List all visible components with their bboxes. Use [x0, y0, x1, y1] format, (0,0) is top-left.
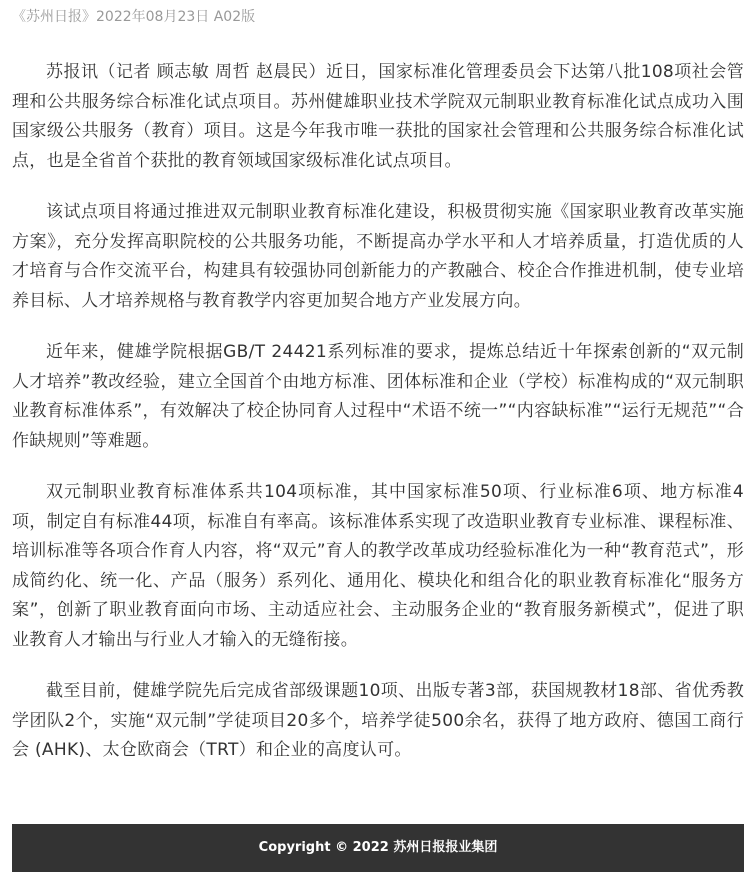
article-paragraph-3: 近年来，健雄学院根据GB/T 24421系列标准的要求，提炼总结近十年探索创新的“双元制人才培养”教改经验，建立全国首个由地方标准、团体标准和企业（学校）标准构成的“双元制职业教育标准体系”，有效解决了校企协同育人过程中“术语不统一”“内容缺标准”“运行无规范”“合作缺规则”等难题。 [12, 342, 744, 451]
copyright-footer: Copyright © 2022 苏州日报报业集团 [12, 824, 744, 872]
article-paragraph-1: 苏报讯（记者 顾志敏 周哲 赵晨民）近日，国家标准化管理委员会下达第八批108项社会管理和公共服务综合标准化试点项目。苏州健雄职业技术学院双元制职业教育标准化试点成功入围国家级公共服务（教育）项目。这是今年我市唯一获批的国家社会管理和公共服务综合标准化试点，也是全省首个获批的教育领域国家级标准化试点项目。 [12, 62, 744, 171]
article-paragraph-5: 截至目前，健雄学院先后完成省部级课题10项、出版专著3部，获国规教材18部、省优秀教学团队2个，实施“双元制”学徒项目20多个，培养学徒500余名，获得了地方政府、德国工商行会 (AHK)、太仓欧商会（TRT）和企业的高度认可。 [12, 681, 744, 760]
article-body [12, 58, 744, 788]
article-paragraph-2: 该试点项目将通过推进双元制职业教育标准化建设，积极贯彻实施《国家职业教育改革实施方案》，充分发挥高职院校的公共服务功能，不断提高办学水平和人才培养质量，打造优质的人才培育与合作交流平台，构建具有较强协同创新能力的产教融合、校企合作推进机制，使专业培养目标、人才培养规格与教育教学内容更加契合地方产业发展方向。 [12, 202, 744, 311]
article-paragraph-4: 双元制职业教育标准体系共104项标准，其中国家标准50项、行业标准6项、地方标准4项，制定自有标准44项，标准自有率高。该标准体系实现了改造职业教育专业标准、课程标准、培训标准等各项合作育人内容，将“双元”育人的教学改革成功经验标准化为一种“教育范式”，形成简约化、统一化、产品（服务）系列化、通用化、模块化和组合化的职业教育标准化“服务方案”，创新了职业教育面向市场、主动适应社会、主动服务企业的“教育服务新模式”，促进了职业教育人才输出与行业人才输入的无缝衔接。 [12, 482, 744, 650]
newspaper-source-line: 《苏州日报》2022年08月23日 A02版 [12, 9, 256, 25]
